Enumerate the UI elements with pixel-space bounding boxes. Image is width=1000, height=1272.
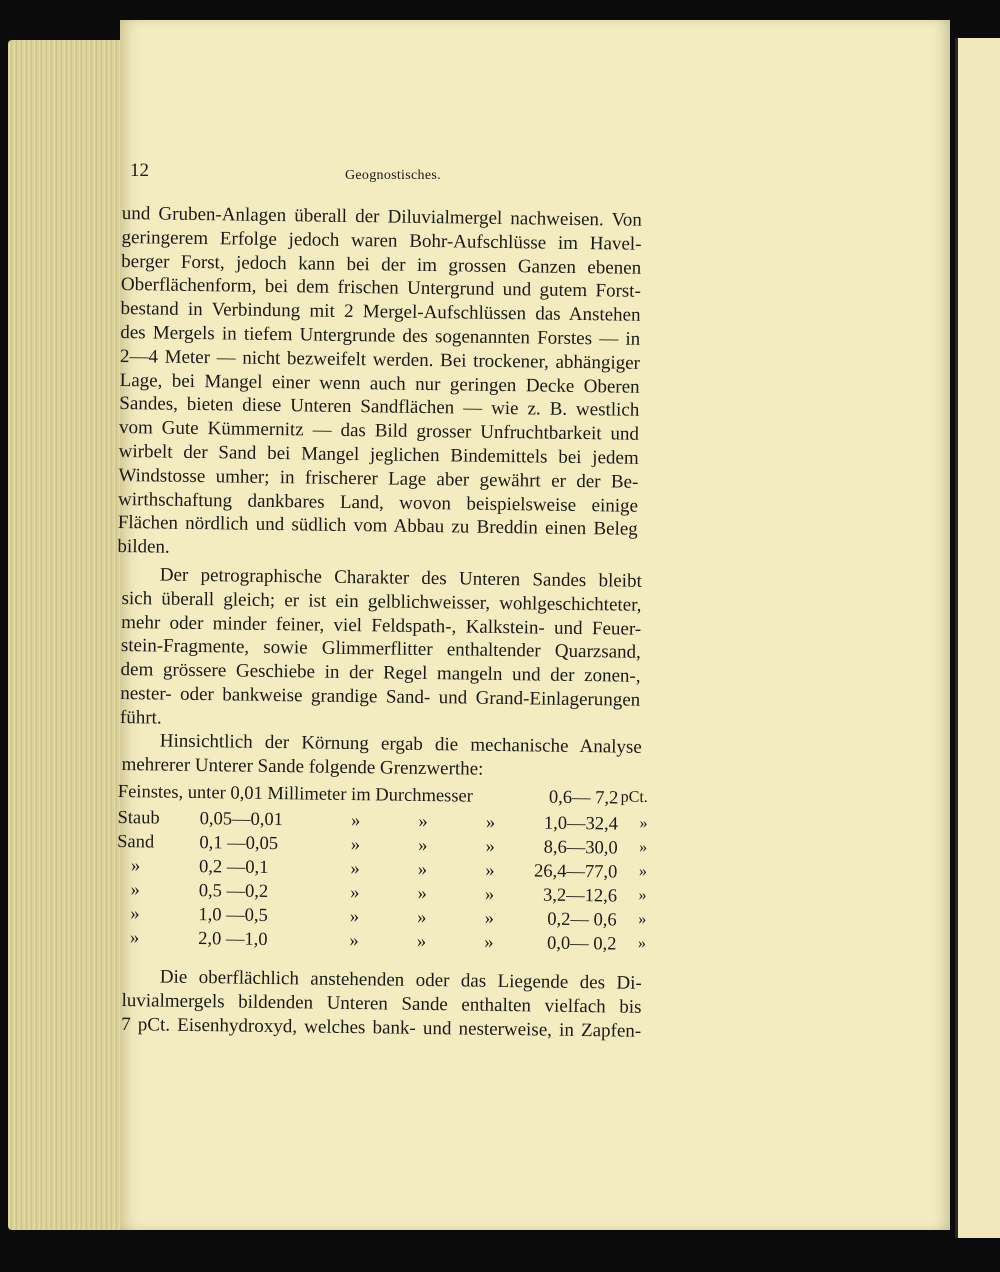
table-unit: » (639, 814, 648, 832)
ditto-mark: » (418, 835, 428, 857)
table-range: 0,1 —0,05 (199, 833, 279, 855)
ditto-mark: » (485, 836, 495, 857)
table-label: » (130, 904, 140, 925)
table-value: 0,6— 7,2 (548, 787, 619, 809)
text-line: luvialmergels bildenden Unteren Sande enthalten vielfach bis (121, 989, 642, 1018)
ditto-mark: » (349, 883, 360, 904)
table-range: 0,5 —0,2 (198, 881, 269, 902)
text-line: Windstosse umher; in frischerer Lage aber gewährt er der Be- (118, 464, 639, 493)
text-line: bestand in Verbindung mit 2 Mergel-Aufschlüssen das Anstehen (120, 298, 641, 326)
ditto-mark: » (485, 812, 496, 833)
table-unit: » (638, 862, 647, 880)
text-line: Lage, bei Mangel einer wenn auch nur geringen Decke Oberen (119, 369, 640, 398)
table-value: 3,2—12,6 (542, 885, 618, 907)
book-page-stack (8, 40, 136, 1230)
text-line: und Gruben-Anlagen überall der Diluvialmergel nachweisen. Von (121, 202, 642, 231)
ditto-mark: » (350, 835, 361, 856)
text-line: Die oberflächlich anstehenden oder das Liegende des Di- (159, 966, 642, 994)
text-line: wirbelt der Sand bei Mangel jeglichen Bindemittels bei jedem (118, 440, 639, 469)
paragraph-4 (121, 965, 642, 1043)
text-line: Sandes, bieten diese Unteren Sandflächen — wie z. B. westlich (119, 393, 640, 422)
table-unit: » (639, 838, 648, 856)
table-value: 0,2— 0,6 (547, 909, 617, 931)
ditto-mark: » (484, 932, 494, 953)
facing-page-edge (955, 38, 1000, 1238)
text-line: sich überall gleich; er ist ein gelblichweisser, wohlgeschichteter, (121, 587, 642, 616)
table-label: Sand (117, 831, 155, 853)
text-line: dem grössere Geschiebe in der Regel mangeln und der zonen-, (120, 659, 641, 687)
ditto-mark: » (417, 907, 427, 929)
table-header-label: Feinstes, unter 0,01 Millimeter im Durchmesser (117, 782, 474, 807)
grain-size-table (116, 782, 648, 959)
ditto-mark: » (485, 860, 495, 881)
table-unit: pCt. (620, 788, 648, 806)
text-line: führt. (119, 706, 162, 729)
text-line: nester- oder bankweise grandige Sand- und Grand-Einlagerungen (120, 682, 641, 711)
text-line: 7 pCt. Eisenhydroxyd, welches bank- und nesterweise, in Zapfen- (121, 1013, 642, 1042)
text-line: geringerem Erfolge jedoch waren Bohr-Aufschlüsse im Havel- (121, 226, 642, 255)
text-line: Oberflächenform, bei dem frischen Untergrund und gutem Forst- (120, 274, 642, 303)
table-value: 0,0— 0,2 (546, 933, 617, 955)
paragraph-1 (117, 202, 642, 566)
ditto-mark: » (350, 811, 361, 832)
table-unit: » (638, 886, 647, 904)
ditto-mark: » (350, 859, 360, 880)
table-label: Staub (117, 807, 160, 829)
running-title: Geognostisches. (345, 168, 441, 183)
table-value: 1,0—32,4 (543, 813, 619, 835)
text-line: Flächen nördlich und südlich vom Abbau zu Breddin einen Beleg (117, 512, 638, 541)
ditto-mark: » (418, 811, 428, 833)
table-label: » (130, 880, 140, 901)
table-unit: » (638, 910, 647, 928)
table-range: 0,2 —0,1 (198, 857, 269, 878)
text-line: vom Gute Kümmernitz — das Bild grosser Unfruchtbarkeit und (118, 417, 640, 445)
ditto-mark: » (484, 884, 495, 905)
table-label: » (129, 928, 140, 949)
text-line: stein-Fragmente, sowie Glimmerflitter enthaltender Quarzsand, (120, 635, 642, 664)
table-value: 8,6—30,0 (543, 837, 618, 859)
text-line: mehrerer Unterer Sande folgende Grenzwerthe: (121, 753, 484, 780)
ditto-mark: » (417, 859, 428, 881)
text-line: Hinsichtlich der Körnung ergab die mechanische Analyse (159, 730, 642, 758)
ditto-mark: » (349, 907, 360, 928)
table-unit: » (637, 934, 647, 952)
ditto-mark: » (417, 883, 427, 905)
ditto-mark: » (416, 931, 427, 953)
text-line: 2—4 Meter — nicht bezweifelt werden. Bei trockener, abhängiger (119, 345, 641, 374)
text-line: berger Forst, jedoch kann bei der im grossen Ganzen ebenen (121, 250, 642, 279)
text-line: bilden. (117, 536, 170, 558)
table-range: 2,0 —1,0 (198, 929, 268, 950)
running-head (130, 160, 690, 184)
paragraph-3 (121, 729, 642, 783)
text-line: mehr oder minder feiner, viel Feldspath-, Kalkstein- und Feuer- (121, 611, 642, 640)
ditto-mark: » (349, 931, 359, 952)
text-line: Der petrographische Charakter des Unteren Sandes bleibt (159, 564, 642, 592)
table-range: 0,05—0,01 (199, 809, 284, 831)
ditto-mark: » (484, 908, 495, 929)
table-label: » (130, 856, 141, 877)
text-line: des Mergels in tiefem Untergrunde des sogenannten Forstes — in (120, 321, 641, 350)
page-number: 12 (130, 160, 149, 181)
paragraph-2 (120, 563, 642, 736)
table-range: 1,0 —0,5 (198, 905, 268, 926)
table-value: 26,4—77,0 (533, 861, 618, 883)
text-line: wirthschaftung dankbares Land, wovon beispielsweise einige (117, 488, 639, 517)
